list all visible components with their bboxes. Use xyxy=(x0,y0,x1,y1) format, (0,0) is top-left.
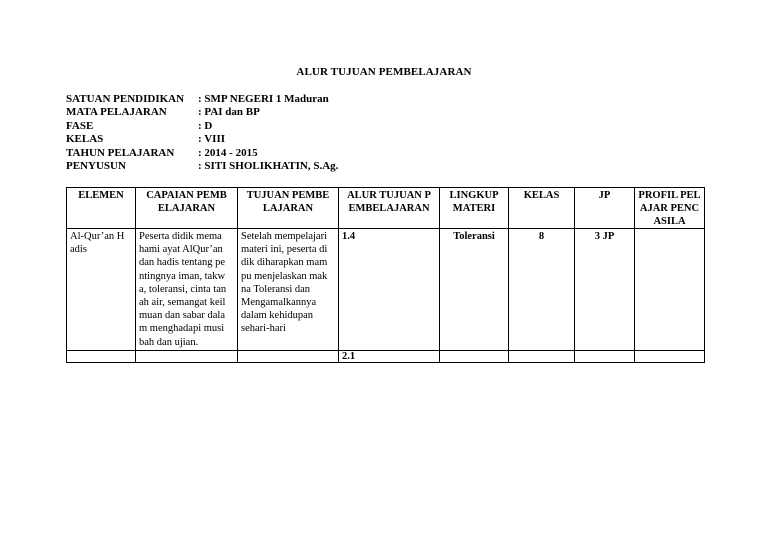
header-elemen: ELEMEN xyxy=(67,188,136,229)
meta-value: : SMP NEGERI 1 Maduran xyxy=(198,93,329,105)
meta-row-fase xyxy=(66,120,338,133)
header-jp: JP xyxy=(575,188,635,229)
cell-alur: 1.4 xyxy=(339,229,440,351)
header-profil-pelajar-pancasila: PROFIL PEL AJAR PENC ASILA xyxy=(635,188,705,229)
cell-tujuan xyxy=(238,351,339,363)
header-capaian-pembelajaran: CAPAIAN PEMB ELAJARAN xyxy=(136,188,238,229)
header-alur-tujuan-pembelajaran: ALUR TUJUAN P EMBELAJARAN xyxy=(339,188,440,229)
cell-profil xyxy=(635,229,705,351)
cell-tujuan: Setelah mempelajari materi ini, peserta di dik diharapkan mam pu menjelaskan mak na Toleransi dan Mengamalkannya dalam kehidupan sehari-hari xyxy=(238,229,339,351)
header-tujuan-pembelajaran: TUJUAN PEMBE LAJARAN xyxy=(238,188,339,229)
table-header-row xyxy=(67,188,705,229)
cell-kelas xyxy=(509,351,575,363)
meta-value: : VIII xyxy=(198,133,226,146)
cell-jp: 3 JP xyxy=(575,229,635,351)
table-row xyxy=(67,351,705,363)
meta-label: SATUAN PENDIDIKAN xyxy=(66,93,185,105)
meta-row-penyusun xyxy=(66,160,338,173)
meta-value: : D xyxy=(198,119,213,132)
meta-label: PENYUSUN xyxy=(66,160,126,173)
cell-lingkup: Toleransi xyxy=(440,229,509,351)
cell-jp xyxy=(575,351,635,363)
header-lingkup-materi: LINGKUP MATERI xyxy=(440,188,509,229)
meta-value: : SITI SHOLIKHATIN, S.Ag. xyxy=(198,160,339,173)
meta-row-kelas xyxy=(66,133,338,146)
header-kelas: KELAS xyxy=(509,188,575,229)
cell-capaian xyxy=(136,351,238,363)
cell-lingkup xyxy=(440,351,509,363)
cell-elemen xyxy=(67,351,136,363)
meta-label: MATA PELAJARAN xyxy=(66,106,167,119)
atp-table xyxy=(66,187,705,363)
table-row xyxy=(67,229,705,351)
meta-value: : 2014 - 2015 xyxy=(198,146,258,159)
meta-row-tahun-pelajaran xyxy=(66,147,338,160)
meta-label: TAHUN PELAJARAN xyxy=(66,146,175,159)
meta-label: FASE xyxy=(66,119,94,132)
meta-label: KELAS xyxy=(66,133,104,146)
cell-alur: 2.1 xyxy=(339,351,440,363)
meta-row-mata-pelajaran xyxy=(66,106,338,119)
document-meta xyxy=(66,93,338,173)
cell-kelas: 8 xyxy=(509,229,575,351)
meta-row-satuan-pendidikan xyxy=(66,93,338,106)
cell-capaian: Peserta didik mema hami ayat AlQur’an dan hadis tentang pe ntingnya iman, takw a, toleransi, cinta tan ah air, semangat keil muan dan sabar dala m menghadapi musi bah dan ujian. xyxy=(136,229,238,351)
cell-profil xyxy=(635,351,705,363)
cell-elemen: Al-Qur’an H adis xyxy=(67,229,136,351)
meta-value: : PAI dan BP xyxy=(198,106,260,119)
document-title: ALUR TUJUAN PEMBELAJARAN xyxy=(296,66,472,78)
